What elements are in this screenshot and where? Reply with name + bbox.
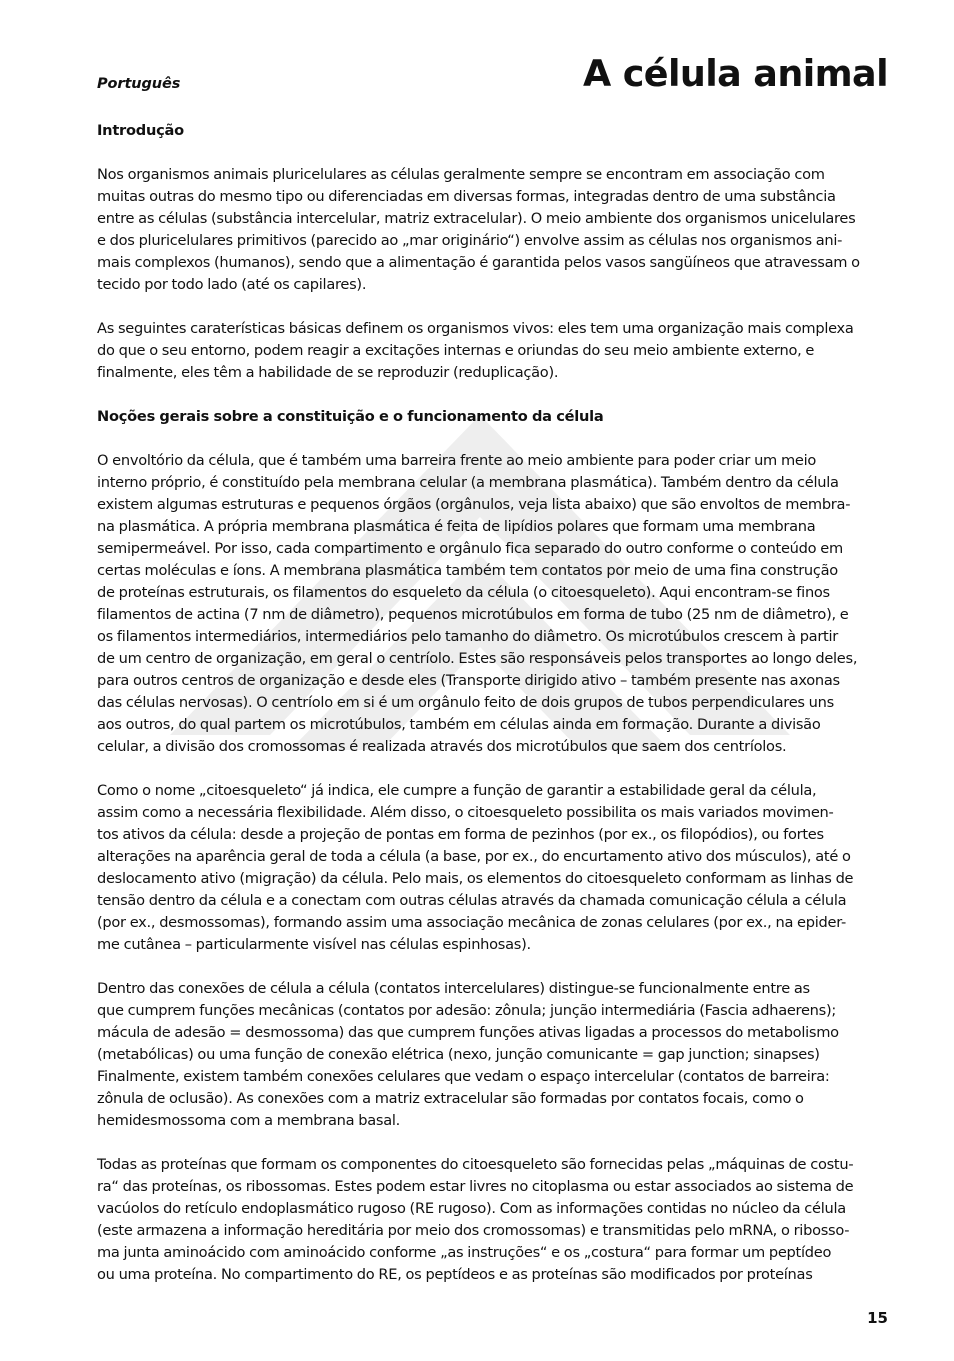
paragraph [97,318,889,384]
text-line: O envoltório da célula, que é também uma barreira frente ao meio ambiente para poder criar um meio [97,452,817,469]
text-line: alterações na aparência geral de toda a célula (a base, por ex., do encurtamento ativo dos músculos), até o [97,848,851,865]
text-line: de proteínas estruturais, os filamentos do esqueleto da célula (o citoesqueleto). Aqui encontram-se finos [97,584,830,601]
text-line: filamentos de actina (7 nm de diâmetro), pequenos microtúbulos em forma de tubo (25 nm de diâmetro), e [97,606,849,623]
text-line: zônula de oclusão). As conexões com a matriz extracelular são formadas por contatos focais, como o [97,1090,804,1107]
text-line: das células nervosas). O centríolo em si é um orgânulo feito de dois grupos de tubos perpendiculares uns [97,694,834,711]
text-line: (este armazena a informação hereditária por meio dos cromossomas) e transmitidas pelo mRNA, o ribosso- [97,1222,850,1239]
section-heading-introduction: Introdução [97,122,184,139]
page-number: 15 [867,1309,888,1327]
text-line: Como o nome „citoesqueleto“ já indica, ele cumpre a função de garantir a estabilidade geral da célula, [97,782,817,799]
section-heading-cell-overview: Noções gerais sobre a constituição e o funcionamento da célula [97,408,604,425]
text-line: (metabólicas) ou uma função de conexão elétrica (nexo, junção comunicante = gap junction; sinapses) [97,1046,820,1063]
text-line: ma junta aminoácido com aminoácido conforme „as instruções“ e os „costura“ para formar um peptídeo [97,1244,832,1261]
text-line: tensão dentro da célula e a conectam com outras células através da chamada comunicação célula a célula [97,892,847,909]
text-line: de um centro de organização, em geral o centríolo. Estes são responsáveis pelos transportes ao longo deles, [97,650,858,667]
text-line: entre as células (substância intercelular, matriz extracelular). O meio ambiente dos organismos unicelulares [97,210,856,227]
text-line: Nos organismos animais pluricelulares as células geralmente sempre se encontram em associação com [97,166,825,183]
text-line: celular, a divisão dos cromossomas é realizada através dos microtúbulos que saem dos centríolos. [97,738,787,755]
text-line: (por ex., desmossomas), formando assim uma associação mecânica de zonas celulares (por ex., na epider- [97,914,846,931]
text-line: do que o seu entorno, podem reagir a excitações internas e oriundas do seu meio ambiente externo, e [97,342,815,359]
text-line: mais complexos (humanos), sendo que a alimentação é garantida pelos vasos sangüíneos que atravessam o [97,254,860,271]
text-line: muitas outras do mesmo tipo ou diferenciadas em diversas formas, integradas dentro de uma substância [97,188,836,205]
text-line: Dentro das conexões de célula a célula (contatos intercelulares) distingue-se funcionalmente entre as [97,980,810,997]
text-line: ou uma proteína. No compartimento do RE, os peptídeos e as proteínas são modificados por proteínas [97,1266,813,1283]
text-line: tecido por todo lado (até os capilares). [97,276,367,293]
page-title: A célula animal [583,52,888,95]
text-line: deslocamento ativo (migração) da célula. Pelo mais, os elementos do citoesqueleto conformam as linhas de [97,870,854,887]
text-line: me cutânea – particularmente visível nas células espinhosas). [97,936,531,953]
text-line: e dos pluricelulares primitivos (parecido ao „mar originário“) envolve assim as células nos organismos ani- [97,232,843,249]
text-line: os filamentos intermediários, intermediários pelo tamanho do diâmetro. Os microtúbulos crescem à partir [97,628,838,645]
text-line: assim como a necessária flexibilidade. Além disso, o citoesqueleto possibilita os mais variados movimen- [97,804,834,821]
paragraph [97,780,889,956]
paragraph [97,978,889,1132]
text-line: finalmente, eles têm a habilidade de se reproduzir (reduplicação). [97,364,559,381]
text-line: existem algumas estruturas e pequenos órgãos (orgânulos, veja lista abaixo) que são envoltos de membra- [97,496,851,513]
text-line: que cumprem funções mecânicas (contatos por adesão: zônula; junção intermediária (Fascia adhaerens); [97,1002,837,1019]
text-line: certas moléculas e íons. A membrana plasmática também tem contatos por meio de uma fina construção [97,562,838,579]
text-line: Todas as proteínas que formam os componentes do citoesqueleto são fornecidas pelas „máquinas de costu- [97,1156,854,1173]
document-body [97,120,889,1308]
text-line: vacúolos do retículo endoplasmático rugoso (RE rugoso). Com as informações contidas no núcleo da célula [97,1200,846,1217]
text-line: para outros centros de organização e desde eles (Transporte dirigido ativo – também presente nas axonas [97,672,840,689]
text-line: As seguintes caraterísticas básicas definem os organismos vivos: eles tem uma organização mais complexa [97,320,854,337]
paragraph [97,450,889,758]
text-line: tos ativos da célula: desde a projeção de pontas em forma de pezinhos (por ex., os filopódios), ou fortes [97,826,824,843]
text-line: na plasmática. A própria membrana plasmática é feita de lipídios polares que formam uma membrana [97,518,816,535]
text-line: semipermeável. Por isso, cada compartimento e orgânulo fica separado do outro conforme o conteúdo em [97,540,843,557]
text-line: hemidesmossoma com a membrana basal. [97,1112,401,1129]
paragraph [97,1154,889,1286]
text-line: mácula de adesão = desmossoma) das que cumprem funções ativas ligadas a processos do metabolismo [97,1024,839,1041]
text-line: Finalmente, existem também conexões celulares que vedam o espaço intercelular (contatos de barreira: [97,1068,830,1085]
paragraph [97,164,889,296]
language-label: Português [97,76,181,92]
text-line: interno próprio, é constituído pela membrana celular (a membrana plasmática). Também dentro da célula [97,474,839,491]
text-line: ra“ das proteínas, os ribossomas. Estes podem estar livres no citoplasma ou estar associados ao sistema de [97,1178,854,1195]
text-line: aos outros, do qual partem os microtúbulos, também em células ainda em formação. Durante a divisão [97,716,821,733]
